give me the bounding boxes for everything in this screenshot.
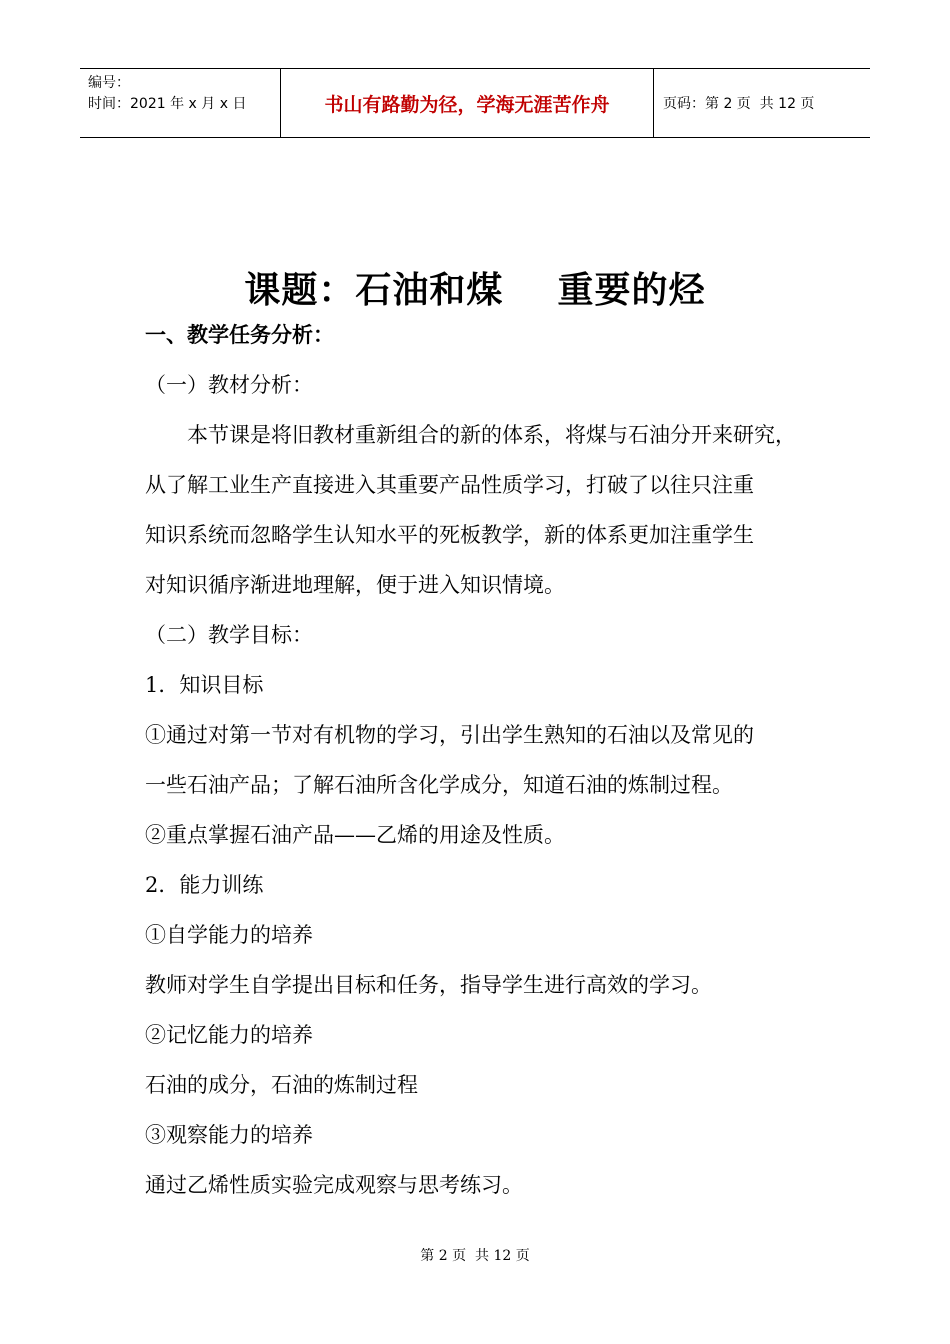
- paragraph-line: 对知识循序渐进地理解，便于进入知识情境。: [145, 573, 565, 597]
- paragraph-line: 从了解工业生产直接进入其重要产品性质学习，打破了以往只注重: [145, 473, 754, 497]
- subsection-heading: （二）教学目标：: [145, 623, 313, 647]
- document-header: [80, 68, 870, 138]
- paragraph-line: 知识系统而忽略学生认知水平的死板教学，新的体系更加注重学生: [145, 523, 754, 547]
- paragraph-line: 一些石油产品；了解石油所含化学成分，知道石油的炼制过程。: [145, 773, 733, 797]
- header-number-label: 编号：: [88, 75, 130, 91]
- paragraph-line: 教师对学生自学提出目标和任务，指导学生进行高效的学习。: [145, 973, 712, 997]
- header-page-info: 页码：第 2 页 共 12 页: [663, 96, 815, 112]
- section-heading: 一、教学任务分析：: [145, 323, 334, 347]
- page-title: 课题：石油和煤 重要的烃: [244, 270, 706, 311]
- paragraph-line: 通过乙烯性质实验完成观察与思考练习。: [145, 1173, 523, 1197]
- list-item: ①通过对第一节对有机物的学习，引出学生熟知的石油以及常见的: [145, 723, 754, 747]
- paragraph-line: 石油的成分，石油的炼制过程: [145, 1073, 418, 1097]
- subsection-heading: （一）教材分析：: [145, 373, 313, 397]
- header-meta-cell: [80, 69, 281, 137]
- list-item: ③观察能力的培养: [145, 1123, 313, 1147]
- page-footer: 第 2 页 共 12 页: [420, 1248, 530, 1264]
- paragraph-line: 本节课是将旧教材重新组合的新的体系，将煤与石油分开来研究，: [187, 423, 796, 447]
- list-item: 1．知识目标: [145, 673, 264, 697]
- list-item: 2．能力训练: [145, 873, 264, 897]
- list-item: ①自学能力的培养: [145, 923, 313, 947]
- header-page-cell: [654, 69, 870, 137]
- header-motto: 书山有路勤为径，学海无涯苦作舟: [324, 93, 610, 116]
- list-item: ②重点掌握石油产品——乙烯的用途及性质。: [145, 823, 565, 847]
- header-time-label: 时间：2021 年 x 月 x 日: [88, 96, 247, 112]
- document-body: [145, 310, 825, 1210]
- list-item: ②记忆能力的培养: [145, 1023, 313, 1047]
- header-motto-cell: [281, 69, 654, 137]
